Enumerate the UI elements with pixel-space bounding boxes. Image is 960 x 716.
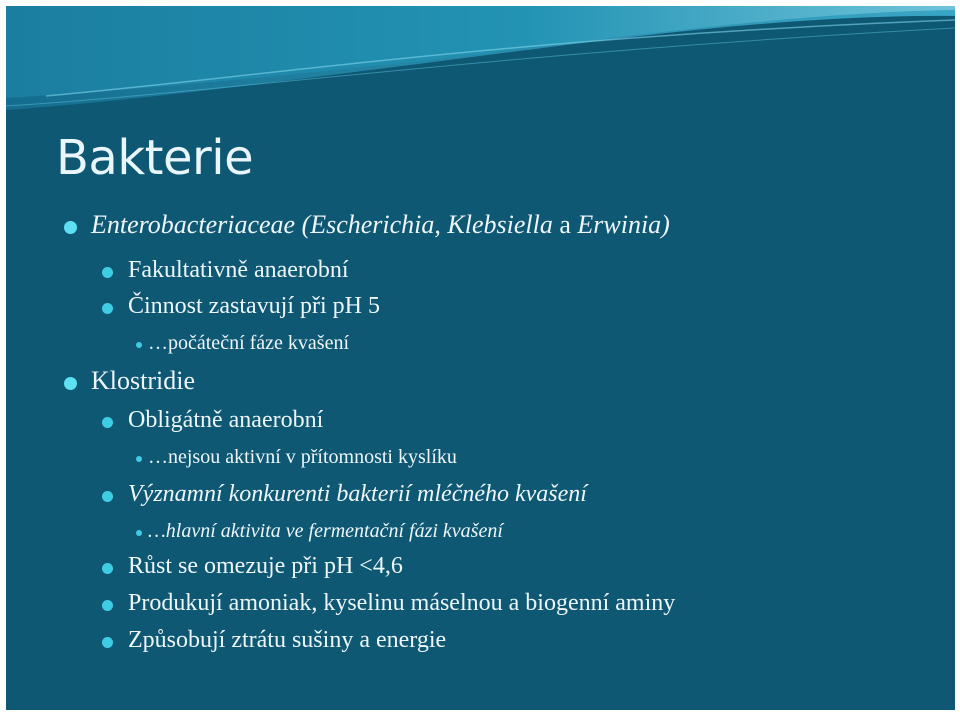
bullet-text: …hlavní aktivita ve fermentační fázi kvašení	[148, 520, 503, 542]
bullet-dot-icon	[102, 491, 113, 502]
bullet-text: Fakultativně anaerobní	[128, 257, 349, 283]
bullet-text: Obligátně anaerobní	[128, 407, 324, 433]
bullet-dot-icon	[64, 221, 77, 234]
bullet-text: Produkují amoniak, kyselinu máselnou a biogenní aminy	[128, 590, 676, 616]
slide	[6, 6, 955, 710]
bullet-dot-icon	[102, 267, 113, 278]
bullet-dot-icon	[136, 342, 142, 348]
bullet-text: Růst se omezuje při pH <4,6	[128, 553, 403, 579]
bullet-dot-icon	[136, 530, 142, 536]
bullet-text-part: Erwinia)	[577, 210, 670, 239]
bullet-dot-icon	[64, 377, 77, 390]
bullet-dot-icon	[102, 637, 113, 648]
slide-title: Bakterie	[56, 130, 254, 186]
bullet-text-part: Enterobacteriaceae (Escherichia, Klebsiella	[91, 210, 553, 239]
bullet-text: Významní konkurenti bakterií mléčného kvašení	[128, 481, 587, 507]
bullet-dot-icon	[102, 600, 113, 611]
bullet-dot-icon	[102, 303, 113, 314]
bullet-list	[6, 6, 955, 710]
bullet-text: Činnost zastavují při pH 5	[128, 293, 380, 319]
bullet-text: Způsobují ztrátu sušiny a energie	[128, 627, 447, 653]
bullet-dot-icon	[102, 417, 113, 428]
bullet-text-part: a	[552, 210, 578, 239]
bullet-text	[91, 210, 670, 240]
bullet-dot-icon	[136, 456, 142, 462]
bullet-text: Klostridie	[91, 366, 195, 395]
bullet-text: …nejsou aktivní v přítomnosti kyslíku	[148, 446, 457, 468]
bullet-dot-icon	[102, 563, 113, 574]
bullet-text: …počáteční fáze kvašení	[148, 332, 350, 354]
